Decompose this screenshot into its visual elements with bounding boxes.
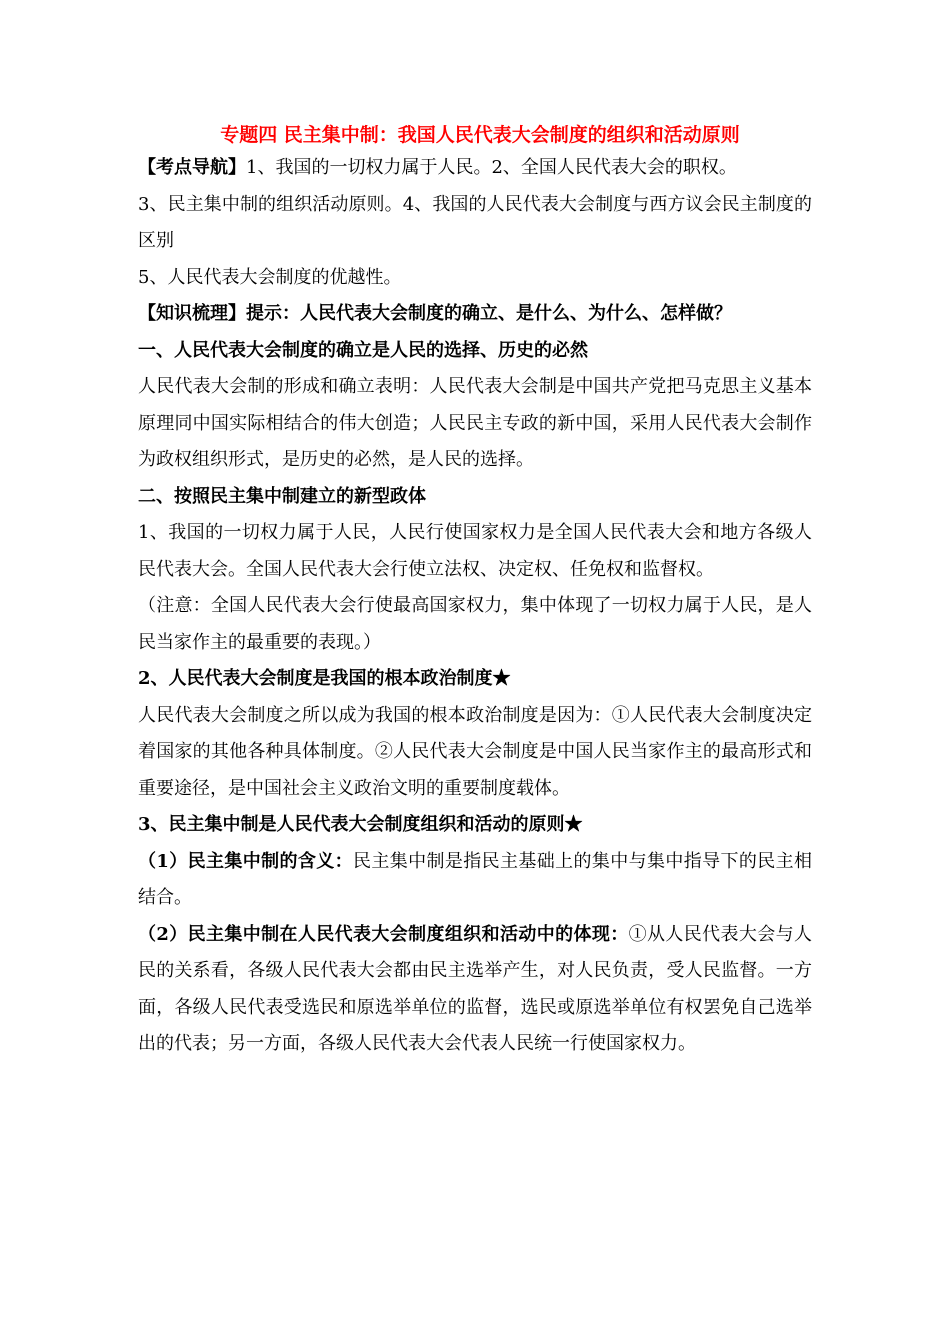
sub-point-1-label: （1）民主集中制的含义：	[138, 850, 354, 872]
section-1-heading: 一、人民代表大会制度的确立是人民的选择、历史的必然	[138, 339, 588, 361]
document-title: 专题四 民主集中制：我国人民代表大会制度的组织和活动原则	[220, 124, 740, 146]
sub-point-1	[138, 844, 812, 917]
point-3-heading: 3、民主集中制是人民代表大会制度组织和活动的原则★	[138, 814, 583, 835]
point-2-body: 人民代表大会制度之所以成为我国的根本政治制度是因为：①人民代表大会制度决定着国家的其他各种具体制度。②人民代表大会制度是中国人民当家作主的最高形式和重要途径，是中国社会主义政治文明的重要制度载体。	[138, 704, 812, 799]
exam-guide-line-2: 3、民主集中制的组织活动原则。4、我国的人民代表大会制度与西方议会民主制度的区别	[138, 193, 812, 251]
exam-guide-line-3: 5、人民代表大会制度的优越性。	[138, 266, 402, 288]
section-2-note: （注意：全国人民代表大会行使最高国家权力，集中体现了一切权力属于人民，是人民当家作主的最重要的表现。）	[138, 595, 812, 653]
knowledge-overview: 【知识梳理】提示：人民代表大会制度的确立、是什么、为什么、怎样做？	[138, 303, 732, 324]
section-2-point-1: 1、我国的一切权力属于人民，人民行使国家权力是全国人民代表大会和地方各级人民代表大会。全国人民代表大会行使立法权、决定权、任免权和监督权。	[138, 522, 812, 580]
exam-guide-line-1	[138, 150, 812, 187]
exam-guide-label: 【考点导航】	[138, 157, 246, 178]
sub-point-2-body: ①从人民代表大会与人民的关系看，各级人民代表大会都由民主选举产生，对人民负责，受人民监督。一方面，各级人民代表受选民和原选举单位的监督，选民或原选举单位有权罢免自己选举出的代表；另一方面，各级人民代表大会代表人民统一行使国家权力。	[138, 923, 812, 1054]
sub-point-2	[138, 917, 812, 1063]
sub-point-1-body: 民主集中制是指民主基础上的集中与集中指导下的民主相结合。	[138, 850, 812, 908]
section-1-body: 人民代表大会制的形成和确立表明：人民代表大会制是中国共产党把马克思主义基本原理同中国实际相结合的伟大创造；人民民主专政的新中国，采用人民代表大会制作为政权组织形式，是历史的必然，是人民的选择。	[138, 376, 812, 470]
sub-point-2-label: （2）民主集中制在人民代表大会制度组织和活动中的体现：	[138, 923, 629, 945]
point-2-heading: 2、人民代表大会制度是我国的根本政治制度★	[138, 668, 511, 689]
exam-guide-text-1: 1、我国的一切权力属于人民。2、全国人民代表大会的职权。	[246, 157, 737, 178]
section-2-heading: 二、按照民主集中制建立的新型政体	[138, 485, 426, 507]
